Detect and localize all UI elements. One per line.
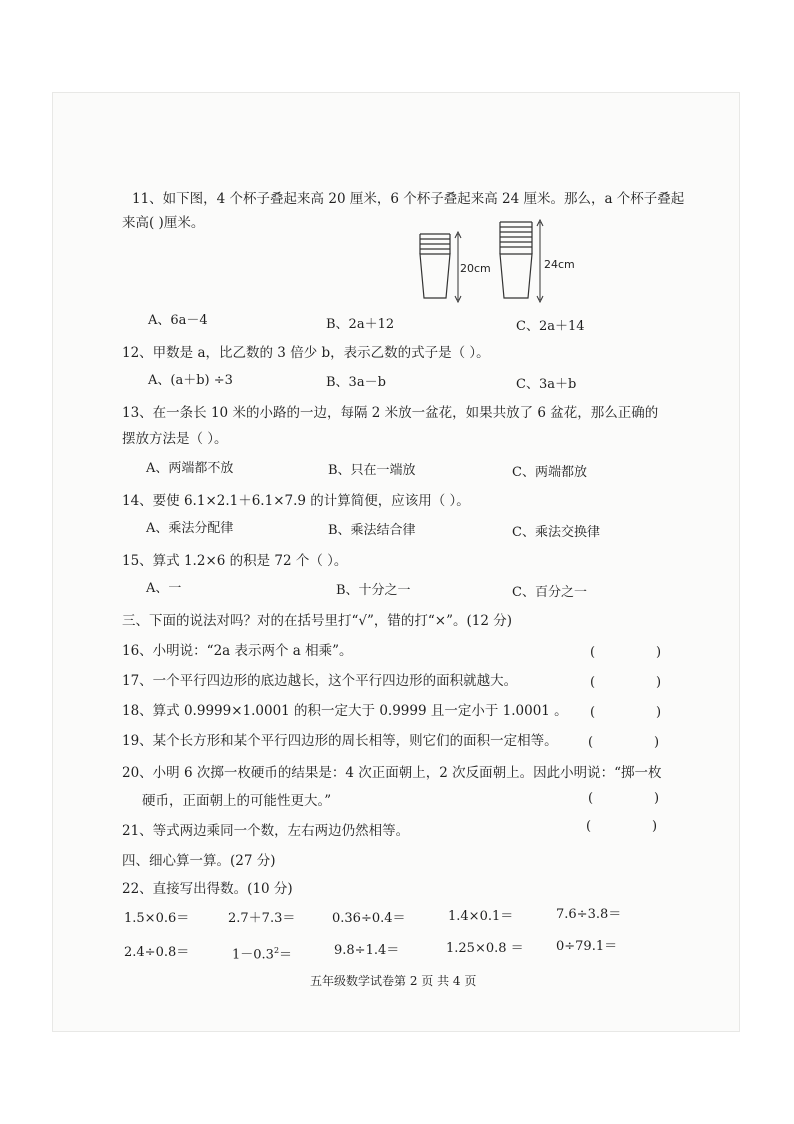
q13-option-a[interactable]: A、两端都不放 [146, 461, 234, 476]
calc-2-4: 1.25×0.8 ＝ [446, 941, 524, 956]
height-label-24cm: 24cm [544, 258, 575, 271]
q14-option-b[interactable]: B、乘法结合律 [328, 523, 416, 538]
q14-option-c[interactable]: C、乘法交换律 [512, 525, 600, 540]
q20-line2: 硬币，正面朝上的可能性更大。” [142, 793, 332, 809]
q15-text: 15、算式 1.2×6 的积是 72 个（ ）。 [122, 553, 348, 569]
q13-option-c[interactable]: C、两端都放 [512, 465, 587, 480]
section4-title: 四、细心算一算。(27 分) [122, 853, 276, 869]
q20-answer-box[interactable] [596, 788, 650, 808]
calc-1-3: 0.36÷0.4＝ [332, 911, 406, 926]
q21-text: 21、等式两边乘同一个数，左右两边仍然相等。 [122, 823, 410, 839]
q16-answer-close: ) [656, 645, 662, 660]
q20-answer-close: ) [654, 791, 660, 806]
q18-text: 18、算式 0.9999×1.0001 的积一定大于 0.9999 且一定小于 1.0001 。 [122, 703, 568, 719]
q12-option-c[interactable]: C、3a＋b [516, 377, 577, 392]
calc-1-1: 1.5×0.6＝ [124, 911, 190, 926]
q16-text: 16、小明说：“2a 表示两个 a 相乘”。 [122, 643, 353, 659]
q17-answer-open: ( [590, 675, 596, 690]
q19-answer-box[interactable] [596, 732, 650, 752]
q21-answer-close: ) [652, 819, 658, 834]
q11-option-c[interactable]: C、2a＋14 [516, 319, 585, 334]
q18-answer-open: ( [590, 705, 596, 720]
q17-answer-close: ) [656, 675, 662, 690]
q19-text: 19、某个长方形和某个平行四边形的周长相等，则它们的面积一定相等。 [122, 733, 558, 749]
q20-answer-open: ( [588, 791, 594, 806]
q19-answer-open: ( [588, 735, 594, 750]
q14-text: 14、要使 6.1×2.1＋6.1×7.9 的计算简便，应该用（ ）。 [122, 493, 470, 509]
q16-answer-open: ( [590, 645, 596, 660]
stacked-cups-figure [412, 216, 582, 306]
q11-option-a[interactable]: A、6a－4 [148, 313, 208, 328]
q12-option-a[interactable]: A、(a＋b) ÷3 [148, 373, 233, 388]
q21-answer-box[interactable] [594, 816, 648, 836]
q19-answer-close: ) [654, 735, 660, 750]
calc-2-2: $1-0.3^2=$ [232, 946, 293, 963]
q15-option-c[interactable]: C、百分之一 [512, 585, 587, 600]
cups-stack-6 [500, 222, 532, 298]
q12-option-b[interactable]: B、3a－b [326, 375, 386, 390]
q18-answer-close: ) [656, 705, 662, 720]
height-label-20cm: 20cm [460, 262, 491, 275]
q11-option-b[interactable]: B、2a＋12 [326, 317, 395, 332]
q13-option-b[interactable]: B、只在一端放 [328, 463, 416, 478]
q17-answer-box[interactable] [598, 672, 652, 692]
q16-answer-box[interactable] [598, 642, 652, 662]
q18-answer-box[interactable] [598, 702, 652, 722]
q12-text: 12、甲数是 a，比乙数的 3 倍少 b，表示乙数的式子是（ ）。 [122, 345, 490, 361]
calc-1-4: 1.4×0.1＝ [448, 909, 514, 924]
calc-2-5: 0÷79.1＝ [556, 939, 618, 954]
q17-text: 17、一个平行四边形的底边越长，这个平行四边形的面积就越大。 [122, 673, 518, 689]
calc-2-1: 2.4÷0.8＝ [124, 945, 190, 960]
q11-line1: 11、如下图，4 个杯子叠起来高 20 厘米，6 个杯子叠起来高 24 厘米。那么，a 个杯子叠起 [132, 191, 685, 207]
q15-option-b[interactable]: B、十分之一 [336, 583, 411, 598]
calc-1-5: 7.6÷3.8＝ [556, 907, 622, 922]
q15-option-a[interactable]: A、一 [146, 581, 182, 596]
calc-2-3: 9.8÷1.4＝ [334, 943, 400, 958]
q13-line2: 摆放方法是（ ）。 [122, 431, 228, 447]
calc-1-2: 2.7＋7.3＝ [228, 911, 296, 926]
q14-option-a[interactable]: A、乘法分配律 [146, 521, 234, 536]
cups-stack-4 [420, 234, 450, 298]
q22-heading: 22、直接写出得数。(10 分) [122, 881, 293, 897]
page-footer: 五年级数学试卷第 2 页 共 4 页 [310, 974, 477, 988]
q11-line2: 来高( )厘米。 [122, 215, 205, 231]
q20-line1: 20、小明 6 次掷一枚硬币的结果是：4 次正面朝上，2 次反面朝上。因此小明说：“掷一枚 [122, 765, 662, 781]
q21-answer-open: ( [586, 819, 592, 834]
q13-line1: 13、在一条长 10 米的小路的一边，每隔 2 米放一盆花，如果共放了 6 盆花，那么正确的 [122, 405, 659, 421]
section3-title: 三、下面的说法对吗？对的在括号里打“√”，错的打“×”。(12 分) [122, 613, 513, 629]
